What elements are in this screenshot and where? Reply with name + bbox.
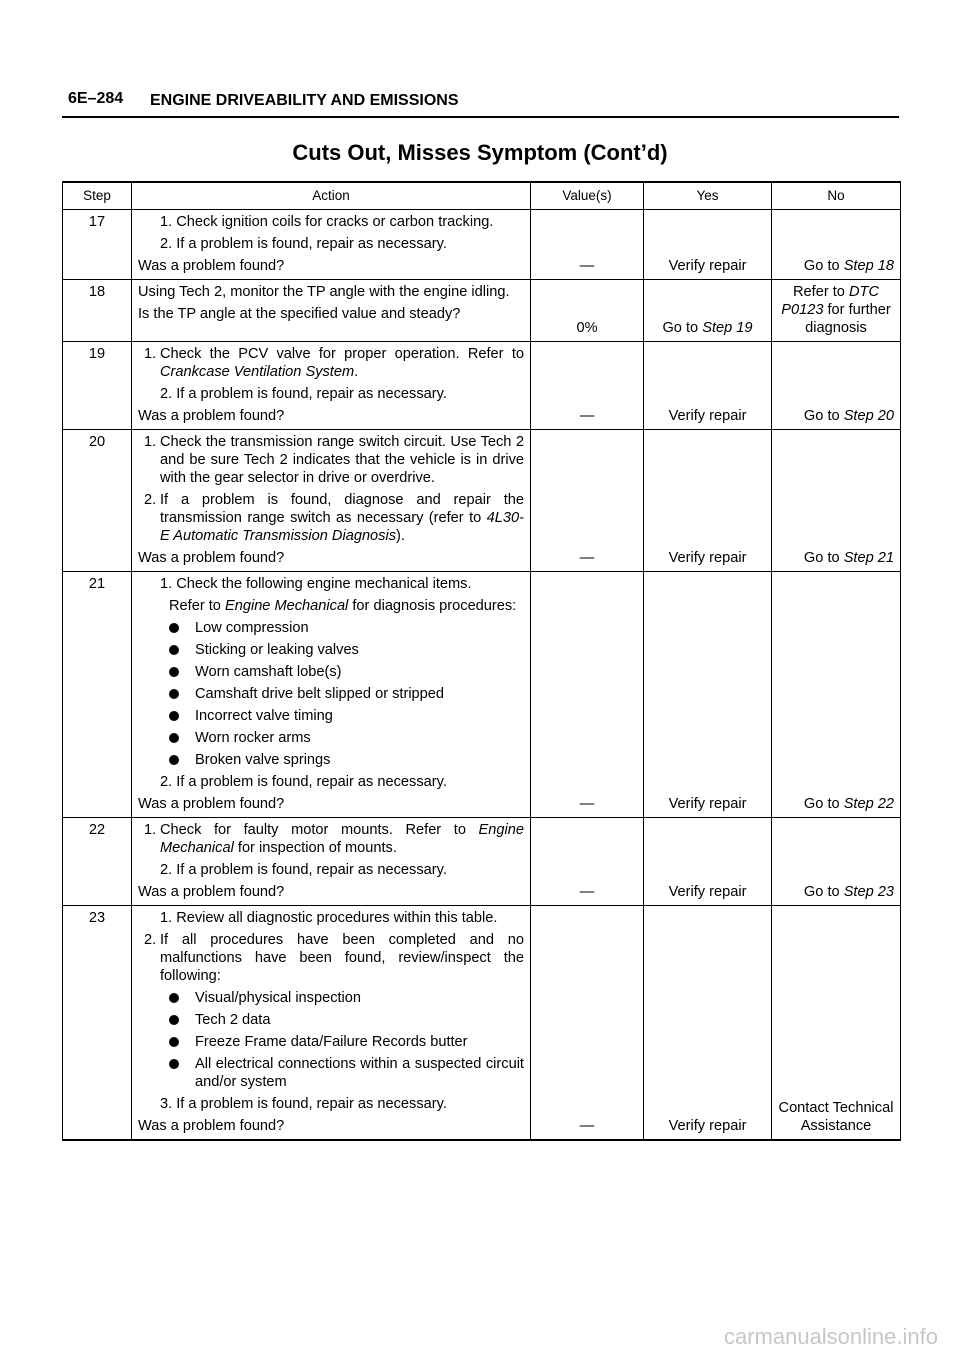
- step-reference: Step 21: [843, 550, 894, 566]
- no-suffix: for further diagnosis: [805, 302, 891, 336]
- bullet-item: Broken valve springs: [138, 751, 524, 769]
- action-cell: [132, 906, 531, 1141]
- action-item-text: If all procedures have been completed and no malfunctions have been found, review/inspect the following:: [160, 932, 524, 984]
- question: Was a problem found?: [138, 258, 285, 274]
- bullet-icon: [169, 1015, 179, 1025]
- action-text: Using Tech 2, monitor the TP angle with the engine idling.: [138, 284, 510, 300]
- table-row: [63, 572, 901, 818]
- dtc-reference: DTC P0123: [781, 284, 879, 318]
- no-prefix: Refer to: [793, 284, 845, 300]
- step-number: 17: [63, 210, 132, 280]
- table-row: [63, 342, 901, 430]
- refer-suffix: for diagnosis procedures:: [352, 598, 517, 614]
- manual-reference: 4L30-E Automatic Transmission Diagnosis: [160, 510, 524, 544]
- value-cell: —: [531, 342, 644, 430]
- bullet-item: Sticking or leaking valves: [138, 641, 524, 659]
- action-item: 3. If a problem is found, repair as necessary.: [160, 1096, 447, 1112]
- question: Is the TP angle at the specified value and steady?: [138, 306, 461, 322]
- table-row: [63, 906, 901, 1141]
- no-cell: [772, 430, 901, 572]
- watermark: carmanualsonline.info: [723, 1324, 938, 1349]
- bullet-item: Visual/physical inspection: [138, 989, 524, 1007]
- column-header-no: No: [772, 182, 901, 210]
- action-item-end: for inspection of mounts.: [237, 840, 397, 856]
- action-item: 2. If a problem is found, repair as necessary.: [160, 236, 447, 252]
- section-title: ENGINE DRIVEABILITY AND EMISSIONS: [150, 92, 459, 109]
- action-item: 2. If a problem is found, diagnose and repair the transmission range switch as necessary (refer to 4L30-E Automatic Transmission Diagnosis).: [144, 492, 524, 544]
- value-cell: —: [531, 818, 644, 906]
- bullet-item: All electrical connections within a suspected circuit and/or system: [138, 1055, 524, 1091]
- action-cell: [132, 818, 531, 906]
- yes-cell: Verify repair: [644, 572, 772, 818]
- step-reference: Step 20: [843, 408, 894, 424]
- no-prefix: Go to: [803, 258, 840, 274]
- step-reference: Step 23: [843, 884, 894, 900]
- bullet-icon: [169, 711, 179, 721]
- yes-cell: Verify repair: [644, 906, 772, 1141]
- action-item-text: Check for faulty motor mounts. Refer to: [160, 822, 466, 838]
- manual-reference: Engine Mechanical: [224, 598, 349, 614]
- action-item: 2. If a problem is found, repair as necessary.: [160, 386, 447, 402]
- refer-prefix: Refer to: [169, 598, 221, 614]
- table-row: [63, 430, 901, 572]
- yes-prefix: Go to: [662, 320, 699, 336]
- yes-cell: Verify repair: [644, 430, 772, 572]
- action-item: 2. If a problem is found, repair as necessary.: [160, 862, 447, 878]
- action-item: 2. If all procedures have been completed and no malfunctions have been found, review/inspect the following:: [144, 932, 524, 984]
- no-prefix: Go to: [803, 408, 840, 424]
- step-number: 22: [63, 818, 132, 906]
- question: Was a problem found?: [138, 796, 285, 812]
- column-header-action: Action: [132, 182, 531, 210]
- action-item-text: If a problem is found, diagnose and repair the transmission range switch as necessary (refer to: [160, 492, 524, 526]
- yes-cell: Verify repair: [644, 342, 772, 430]
- page-title: Cuts Out, Misses Symptom (Cont’d): [292, 140, 668, 165]
- manual-reference: Engine Mechanical: [160, 822, 524, 856]
- step-number: 20: [63, 430, 132, 572]
- bullet-icon: [169, 623, 179, 633]
- question: Was a problem found?: [138, 550, 285, 566]
- action-item: 2. If a problem is found, repair as necessary.: [160, 774, 447, 790]
- bullet-item: Tech 2 data: [138, 1011, 524, 1029]
- table-row: [63, 818, 901, 906]
- question: Was a problem found?: [138, 1118, 285, 1134]
- no-prefix: Go to: [803, 796, 840, 812]
- bullet-item: Worn camshaft lobe(s): [138, 663, 524, 681]
- no-cell: [772, 342, 901, 430]
- page-header: [62, 88, 899, 118]
- yes-cell: Verify repair: [644, 818, 772, 906]
- question: Was a problem found?: [138, 884, 285, 900]
- value-cell: —: [531, 430, 644, 572]
- action-cell: [132, 280, 531, 342]
- action-cell: [132, 430, 531, 572]
- no-cell: [772, 572, 901, 818]
- no-cell: [772, 210, 901, 280]
- no-prefix: Go to: [803, 884, 840, 900]
- no-cell: Contact Technical Assistance: [772, 906, 901, 1141]
- action-item-text: Check the PCV valve for proper operation. Refer to: [160, 346, 524, 362]
- action-item: 1. Check the transmission range switch circuit. Use Tech 2 and be sure Tech 2 indicates that the vehicle is in drive with the gear selector in drive or overdrive.: [144, 434, 524, 486]
- bullet-item: Incorrect valve timing: [138, 707, 524, 725]
- bullet-item: Camshaft drive belt slipped or stripped: [138, 685, 524, 703]
- bullet-item: Worn rocker arms: [138, 729, 524, 747]
- step-reference: Step 18: [843, 258, 894, 274]
- manual-reference: Crankcase Ventilation System: [160, 364, 355, 380]
- action-item: 1. Check for faulty motor mounts. Refer to Engine Mechanical for inspection of mounts.: [144, 822, 524, 856]
- step-reference: Step 19: [702, 320, 753, 336]
- page-number: 6E–284: [68, 90, 124, 107]
- diagnostic-table: [62, 181, 901, 1141]
- value-cell: —: [531, 906, 644, 1141]
- question: Was a problem found?: [138, 408, 285, 424]
- bullet-icon: [169, 1037, 179, 1047]
- column-header-step: Step: [63, 182, 132, 210]
- no-cell: [772, 818, 901, 906]
- table-row: [63, 210, 901, 280]
- bullet-icon: [169, 1059, 179, 1069]
- action-cell: [132, 572, 531, 818]
- no-cell: [772, 280, 901, 342]
- action-item: 1. Review all diagnostic procedures within this table.: [160, 910, 498, 926]
- column-header-yes: Yes: [644, 182, 772, 210]
- table-header-row: [63, 182, 901, 210]
- action-item: 1. Check the PCV valve for proper operation. Refer to Crankcase Ventilation System.: [144, 346, 524, 380]
- action-item: 1. Check the following engine mechanical items.: [160, 576, 472, 592]
- bullet-icon: [169, 755, 179, 765]
- action-item: 1. Check ignition coils for cracks or carbon tracking.: [160, 214, 494, 230]
- bullet-icon: [169, 733, 179, 743]
- value-cell: —: [531, 210, 644, 280]
- bullet-item: Low compression: [138, 619, 524, 637]
- value-cell: 0%: [531, 280, 644, 342]
- bullet-icon: [169, 993, 179, 1003]
- value-cell: —: [531, 572, 644, 818]
- step-number: 21: [63, 572, 132, 818]
- step-reference: Step 22: [843, 796, 894, 812]
- bullet-icon: [169, 645, 179, 655]
- no-prefix: Go to: [803, 550, 840, 566]
- action-cell: [132, 210, 531, 280]
- bullet-item: Freeze Frame data/Failure Records butter: [138, 1033, 524, 1051]
- bullet-icon: [169, 667, 179, 677]
- column-header-values: Value(s): [531, 182, 644, 210]
- step-number: 23: [63, 906, 132, 1141]
- action-item-text: Check the transmission range switch circuit. Use Tech 2 and be sure Tech 2 indicates that the vehicle is in drive with the gear selector in drive or overdrive.: [160, 434, 524, 486]
- action-cell: [132, 342, 531, 430]
- action-item-end: ).: [396, 528, 405, 544]
- step-number: 19: [63, 342, 132, 430]
- table-row: [63, 280, 901, 342]
- step-number: 18: [63, 280, 132, 342]
- yes-cell: Verify repair: [644, 210, 772, 280]
- refer-note: [138, 597, 524, 615]
- bullet-icon: [169, 689, 179, 699]
- yes-cell: [644, 280, 772, 342]
